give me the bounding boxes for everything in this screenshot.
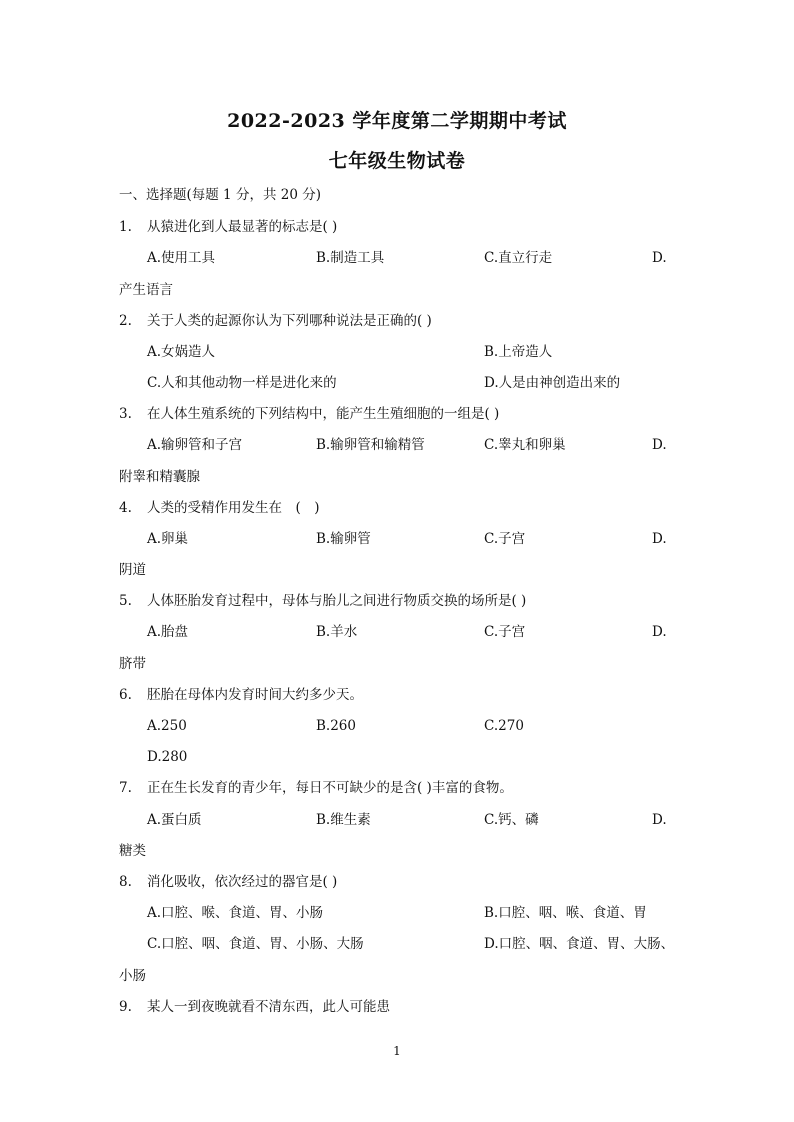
question-number: 8. (119, 874, 132, 890)
option-c: C.直立行走 (484, 250, 553, 266)
option-continuation: 脐带 (119, 656, 146, 672)
option-continuation: 糖类 (119, 843, 146, 859)
option-a: A.250 (147, 718, 187, 734)
question-number: 9. (119, 999, 132, 1015)
exam-title: 2022-2023 学年度第二学期期中考试 (227, 110, 567, 132)
option-a: A.女娲造人 (147, 344, 216, 360)
option-c: C.口腔、咽、食道、胃、小肠、大肠 (147, 936, 364, 952)
option-d: D. (652, 812, 667, 828)
option-d: D. (652, 624, 667, 640)
question-3 (119, 405, 499, 423)
option-a: A.胎盘 (147, 624, 189, 640)
option-b: B.口腔、咽、喉、食道、胃 (484, 905, 647, 921)
option-continuation: 附睾和精囊腺 (119, 469, 200, 485)
question-number: 5. (119, 593, 132, 609)
option-d: D. (652, 531, 667, 547)
option-a: A.卵巢 (147, 531, 189, 547)
option-a: A.输卵管和子宫 (147, 437, 243, 453)
question-8 (119, 873, 337, 891)
question-stem: 人类的受精作用发生在 ( ) (147, 500, 320, 516)
option-d: D.人是由神创造出来的 (484, 375, 621, 391)
question-stem: 从猿进化到人最显著的标志是( ) (147, 219, 338, 235)
option-d: D.280 (147, 749, 188, 765)
section-heading: 一、选择题(每题 1 分，共 20 分) (119, 187, 321, 203)
question-stem: 在人体生殖系统的下列结构中，能产生生殖细胞的一组是( ) (147, 406, 500, 422)
question-stem: 消化吸收，依次经过的器官是( ) (147, 874, 338, 890)
question-6 (119, 686, 363, 704)
question-2 (119, 312, 432, 330)
question-number: 6. (119, 687, 132, 703)
question-number: 4. (119, 500, 132, 516)
question-4 (119, 499, 320, 517)
option-continuation: 产生语言 (119, 282, 173, 298)
option-b: B.输卵管和输精管 (316, 437, 425, 453)
option-c: C.子宫 (484, 531, 526, 547)
question-stem: 关于人类的起源你认为下列哪种说法是正确的( ) (147, 313, 432, 329)
question-number: 2. (119, 313, 132, 329)
question-9 (119, 998, 390, 1016)
option-a: A.口腔、喉、食道、胃、小肠 (147, 905, 324, 921)
question-5 (119, 592, 526, 610)
option-b: B.输卵管 (316, 531, 371, 547)
option-d: D. (652, 250, 667, 266)
question-stem: 胚胎在母体内发育时间大约多少天。 (147, 687, 363, 703)
page-number: 1 (393, 1044, 401, 1058)
option-b: B.羊水 (316, 624, 358, 640)
option-c: C.子宫 (484, 624, 526, 640)
option-a: A.使用工具 (147, 250, 216, 266)
option-a: A.蛋白质 (147, 812, 202, 828)
question-stem: 正在生长发育的青少年，每日不可缺少的是含( )丰富的食物。 (147, 780, 513, 796)
question-stem: 人体胚胎发育过程中，母体与胎儿之间进行物质交换的场所是( ) (147, 593, 527, 609)
option-b: B.维生素 (316, 812, 371, 828)
question-number: 1. (119, 219, 132, 235)
option-d: D.口腔、咽、食道、胃、大肠、 (484, 936, 675, 952)
option-c: C.270 (484, 718, 524, 734)
exam-subtitle: 七年级生物试卷 (328, 150, 466, 172)
option-c: C.人和其他动物一样是进化来的 (147, 375, 337, 391)
option-continuation: 阴道 (119, 562, 146, 578)
option-b: B.上帝造人 (484, 344, 553, 360)
option-c: C.睾丸和卵巢 (484, 437, 566, 453)
option-continuation: 小肠 (119, 968, 146, 984)
question-number: 3. (119, 406, 132, 422)
option-b: B.260 (316, 718, 356, 734)
option-b: B.制造工具 (316, 250, 385, 266)
question-number: 7. (119, 780, 132, 796)
question-stem: 某人一到夜晚就看不清东西，此人可能患 (147, 999, 390, 1015)
option-c: C.钙、磷 (484, 812, 539, 828)
question-7 (119, 779, 513, 797)
question-1 (119, 218, 337, 236)
option-d: D. (652, 437, 667, 453)
